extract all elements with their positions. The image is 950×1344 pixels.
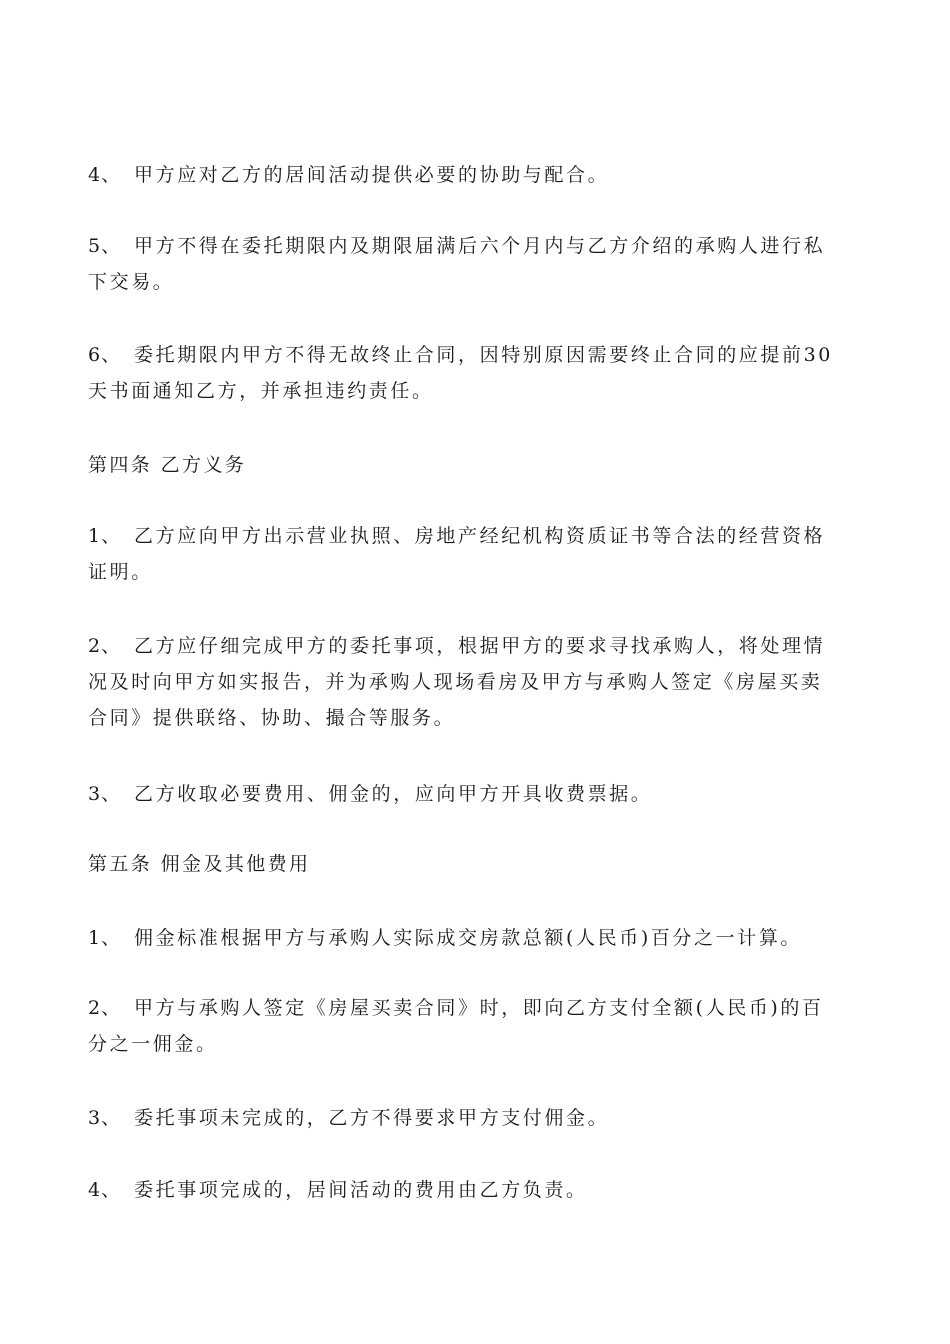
clause-4-item-1 bbox=[88, 518, 868, 590]
item-text: 乙方应仔细完成甲方的委托事项，根据甲方的要求寻找承购人，将处理情 bbox=[134, 635, 826, 657]
text-line bbox=[88, 228, 868, 264]
item-text: 乙方收取必要费用、佣金的，应向甲方开具收费票据。 bbox=[134, 783, 653, 805]
text-line bbox=[88, 1100, 868, 1136]
item-number: 3、 bbox=[88, 1107, 122, 1129]
text-line bbox=[88, 776, 868, 812]
section-heading-4 bbox=[88, 447, 868, 483]
item-number: 2、 bbox=[88, 635, 122, 657]
heading-text: 第四条 乙方义务 bbox=[88, 454, 247, 476]
item-number: 3、 bbox=[88, 783, 122, 805]
item-text: 委托事项完成的，居间活动的费用由乙方负责。 bbox=[134, 1179, 588, 1201]
clause-3-item-5 bbox=[88, 228, 868, 300]
clause-4-item-2 bbox=[88, 628, 868, 736]
text-line bbox=[88, 628, 868, 664]
item-text: 甲方不得在委托期限内及期限届满后六个月内与乙方介绍的承购人进行私 bbox=[134, 235, 826, 257]
item-number: 4、 bbox=[88, 1179, 122, 1201]
text-line: 况及时向甲方如实报告，并为承购人现场看房及甲方与承购人签定《房屋买卖 bbox=[88, 671, 823, 693]
item-number: 4、 bbox=[88, 164, 122, 186]
text-line bbox=[88, 1172, 868, 1208]
text-line bbox=[88, 337, 868, 373]
clause-4-item-3 bbox=[88, 776, 868, 812]
text-line: 分之一佣金。 bbox=[88, 1033, 218, 1055]
item-number: 1、 bbox=[88, 927, 122, 949]
item-text: 委托期限内甲方不得无故终止合同，因特别原因需要终止合同的应提前30 bbox=[134, 344, 833, 366]
clause-5-item-4 bbox=[88, 1172, 868, 1208]
item-number: 1、 bbox=[88, 525, 122, 547]
item-text: 委托事项未完成的，乙方不得要求甲方支付佣金。 bbox=[134, 1107, 610, 1129]
clause-5-item-2 bbox=[88, 990, 868, 1062]
item-text: 甲方应对乙方的居间活动提供必要的协助与配合。 bbox=[134, 164, 610, 186]
clause-3-item-4 bbox=[88, 157, 868, 193]
item-text: 甲方与承购人签定《房屋买卖合同》时，即向乙方支付全额(人民币)的百 bbox=[134, 997, 824, 1019]
text-line: 合同》提供联络、协助、撮合等服务。 bbox=[88, 707, 456, 729]
clause-5-item-3 bbox=[88, 1100, 868, 1136]
text-line: 天书面通知乙方，并承担违约责任。 bbox=[88, 380, 434, 402]
text-line bbox=[88, 990, 868, 1026]
text-line: 下交易。 bbox=[88, 271, 175, 293]
item-text: 佣金标准根据甲方与承购人实际成交房款总额(人民币)百分之一计算。 bbox=[134, 927, 803, 949]
item-text: 乙方应向甲方出示营业执照、房地产经纪机构资质证书等合法的经营资格 bbox=[134, 525, 826, 547]
item-number: 2、 bbox=[88, 997, 122, 1019]
text-line bbox=[88, 157, 868, 193]
text-line bbox=[88, 518, 868, 554]
text-line: 证明。 bbox=[88, 561, 153, 583]
heading-text: 第五条 佣金及其他费用 bbox=[88, 853, 311, 875]
text-line bbox=[88, 920, 868, 956]
clause-3-item-6 bbox=[88, 337, 868, 409]
item-number: 5、 bbox=[88, 235, 122, 257]
section-heading-5 bbox=[88, 846, 868, 882]
item-number: 6、 bbox=[88, 344, 122, 366]
clause-5-item-1 bbox=[88, 920, 868, 956]
